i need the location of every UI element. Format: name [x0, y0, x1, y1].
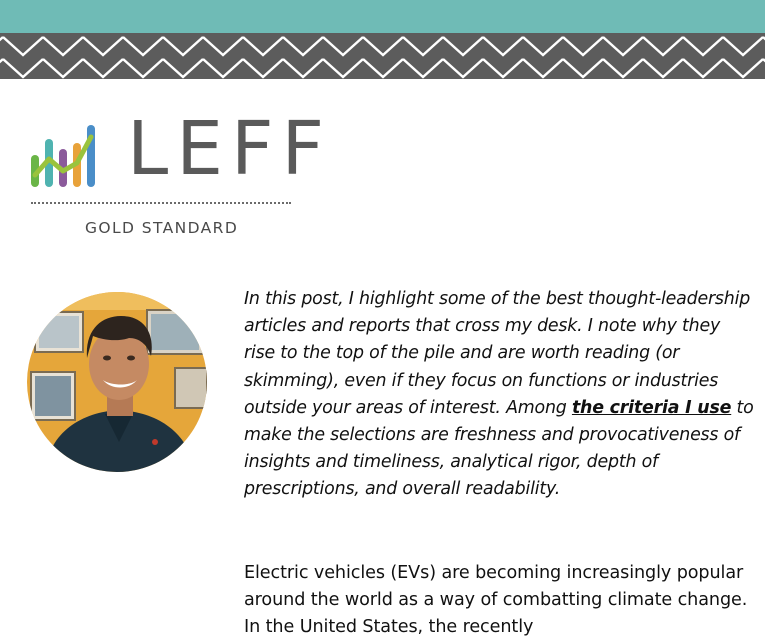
logo-tagline: GOLD STANDARD	[85, 219, 239, 237]
logo-dotted-divider	[31, 202, 291, 204]
body-paragraph: Electric vehicles (EVs) are becoming increasingly popular around the world as a way of combatting climate change. In the United States, the recently	[244, 563, 748, 638]
chevron-pattern	[0, 33, 765, 79]
chevron-pattern-band	[0, 33, 765, 79]
bar-chart-logo-icon	[29, 123, 101, 189]
logo-wordmark: LEFF	[127, 106, 333, 192]
intro-paragraph	[244, 286, 754, 504]
intro-text-after-link: to make the selections are freshness and provocativeness of insights and timeliness, analytical rigor, depth of prescriptions, and overall readability.	[244, 397, 754, 500]
intro-text-before-link: In this post, I highlight some of the best thought-leadership articles and reports that cross my desk. I note why they rise to the top of the pile and are worth reading (or skimming), even if they focus on functions or industries outside your areas of interest. Among	[244, 289, 751, 418]
header-teal-bar	[0, 0, 765, 33]
criteria-link[interactable]: the criteria I use	[571, 397, 732, 418]
author-photo	[27, 292, 207, 472]
author-portrait-illustration	[27, 292, 207, 472]
leff-logo[interactable]	[29, 106, 333, 238]
